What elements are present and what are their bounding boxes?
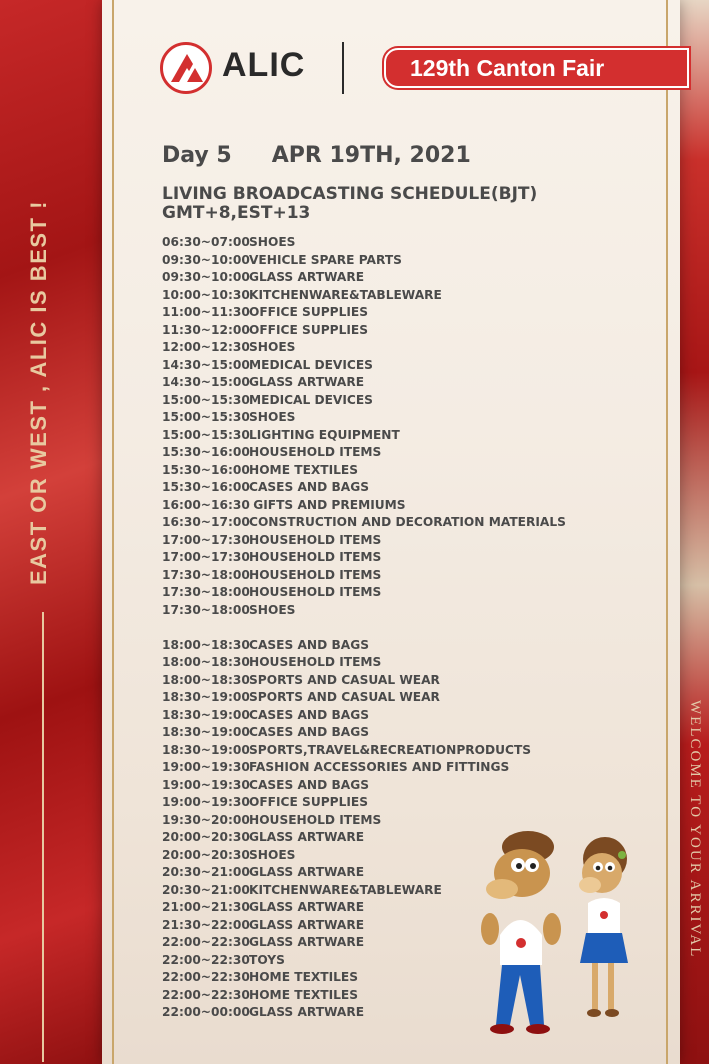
- schedule-item: MEDICAL DEVICES: [249, 357, 373, 372]
- schedule-time: 20:00~20:30: [162, 830, 250, 844]
- schedule-row: [162, 234, 566, 252]
- schedule-item: HOUSEHOLD ITEMS: [249, 550, 382, 564]
- schedule-row: [162, 269, 566, 287]
- schedule-title: [162, 185, 537, 223]
- schedule-time: 18:00~18:30: [162, 672, 250, 687]
- schedule-item: GLASS ARTWARE: [249, 917, 365, 932]
- schedule-item: HOUSEHOLD ITEMS: [249, 812, 382, 827]
- schedule-time: 19:00~19:30: [162, 760, 250, 774]
- schedule-item: VEHICLE SPARE PARTS: [249, 252, 402, 267]
- alic-logo-icon: [160, 42, 212, 94]
- schedule-item: SHOES: [249, 235, 296, 249]
- schedule-item: SPORTS AND CASUAL WEAR: [249, 672, 440, 687]
- schedule-time: 22:00~00:00: [162, 1005, 250, 1019]
- schedule-time: 12:00~12:30: [162, 340, 250, 354]
- schedule-item: TOYS: [249, 952, 285, 967]
- schedule-item: HOUSEHOLD ITEMS: [249, 532, 382, 547]
- schedule-time: 20:00~20:30: [162, 847, 250, 862]
- schedule-time: 09:30~10:00: [162, 252, 250, 267]
- schedule-row: [162, 549, 566, 567]
- camel-mascots-illustration: [470, 825, 650, 1050]
- schedule-item: SHOES: [249, 340, 296, 354]
- schedule-row: [162, 409, 566, 427]
- schedule-time: 17:00~17:30: [162, 550, 250, 564]
- schedule-row: [162, 654, 566, 672]
- day-label: Day 5: [162, 143, 232, 168]
- header-divider: [342, 42, 344, 94]
- schedule-item: HOUSEHOLD ITEMS: [249, 445, 382, 459]
- left-slogan: EAST OR WEST , ALIC IS BEST !: [26, 200, 51, 585]
- schedule-row: [162, 287, 566, 305]
- day-date: APR 19TH, 2021: [271, 143, 471, 168]
- schedule-row: [162, 497, 566, 515]
- schedule-item: CASES AND BAGS: [249, 725, 369, 739]
- schedule-item: HOUSEHOLD ITEMS: [249, 585, 382, 599]
- schedule-spacer: [162, 619, 566, 637]
- schedule-item: MEDICAL DEVICES: [249, 392, 373, 407]
- schedule-item: CASES AND BAGS: [249, 637, 369, 652]
- schedule-item: HOME TEXTILES: [249, 970, 359, 984]
- schedule-item: GLASS ARTWARE: [249, 270, 365, 284]
- schedule-item: SPORTS,TRAVEL&RECREATIONPRODUCTS: [249, 742, 532, 757]
- schedule-item: FASHION ACCESSORIES AND FITTINGS: [249, 760, 510, 774]
- right-slogan: WELCOME TO YOUR ARRIVAL: [687, 700, 703, 959]
- schedule-item: GIFTS AND PREMIUMS: [249, 497, 406, 512]
- schedule-row: [162, 759, 566, 777]
- schedule-time: 19:00~19:30: [162, 795, 250, 809]
- left-divider-line: [42, 612, 44, 1062]
- schedule-time: 18:00~18:30: [162, 655, 250, 669]
- schedule-time: 16:30~17:00: [162, 515, 250, 529]
- schedule-item: CASES AND BAGS: [249, 480, 369, 494]
- schedule-item: GLASS ARTWARE: [249, 900, 365, 914]
- schedule-item: HOME TEXTILES: [249, 462, 359, 477]
- schedule-time: 15:30~16:00: [162, 462, 250, 477]
- schedule-item: KITCHENWARE&TABLEWARE: [249, 287, 442, 302]
- schedule-time: 17:00~17:30: [162, 532, 250, 547]
- schedule-item: CASES AND BAGS: [249, 777, 369, 792]
- schedule-time: 18:30~19:00: [162, 725, 250, 739]
- schedule-time: 19:00~19:30: [162, 777, 250, 792]
- schedule-time: 18:00~18:30: [162, 637, 250, 652]
- schedule-time: 17:30~18:00: [162, 567, 250, 582]
- fair-title: 129th Canton Fair: [410, 55, 605, 81]
- schedule-time: 15:00~15:30: [162, 392, 250, 407]
- schedule-row: [162, 602, 566, 620]
- schedule-row: [162, 357, 566, 375]
- schedule-time: 22:00~22:30: [162, 952, 250, 967]
- schedule-time: 21:00~21:30: [162, 900, 250, 914]
- schedule-row: [162, 794, 566, 812]
- schedule-time: 11:00~11:30: [162, 305, 250, 319]
- schedule-row: [162, 392, 566, 410]
- schedule-row: [162, 339, 566, 357]
- schedule-row: [162, 304, 566, 322]
- schedule-item: HOME TEXTILES: [249, 987, 359, 1002]
- schedule-title-line1: LIVING BROADCASTING SCHEDULE(BJT): [162, 184, 538, 204]
- schedule-row: [162, 374, 566, 392]
- schedule-time: 22:00~22:30: [162, 935, 250, 949]
- schedule-item: GLASS ARTWARE: [249, 1005, 365, 1019]
- schedule-time: 19:30~20:00: [162, 812, 250, 827]
- schedule-item: SPORTS AND CASUAL WEAR: [249, 690, 440, 704]
- header: [160, 38, 690, 98]
- schedule-time: 09:30~10:00: [162, 270, 250, 284]
- schedule-row: [162, 584, 566, 602]
- schedule-row: [162, 444, 566, 462]
- schedule-item: KITCHENWARE&TABLEWARE: [249, 882, 442, 897]
- schedule-time: 17:30~18:00: [162, 602, 250, 617]
- schedule-time: 18:30~19:00: [162, 690, 250, 704]
- schedule-item: CASES AND BAGS: [249, 707, 369, 722]
- schedule-item: LIGHTING EQUIPMENT: [249, 427, 400, 442]
- schedule-row: [162, 462, 566, 480]
- schedule-row: [162, 724, 566, 742]
- schedule-item: SHOES: [249, 602, 296, 617]
- schedule-row: [162, 252, 566, 270]
- schedule-time: 15:30~16:00: [162, 480, 250, 494]
- schedule-time: 10:00~10:30: [162, 287, 250, 302]
- schedule-item: OFFICE SUPPLIES: [249, 795, 369, 809]
- schedule-time: 20:30~21:00: [162, 882, 250, 897]
- schedule-time: 15:00~15:30: [162, 427, 250, 442]
- schedule-time: 06:30~07:00: [162, 235, 250, 249]
- schedule-item: HOUSEHOLD ITEMS: [249, 655, 382, 669]
- schedule-row: [162, 707, 566, 725]
- schedule-item: GLASS ARTWARE: [249, 375, 365, 389]
- schedule-row: [162, 514, 566, 532]
- schedule-time: 21:30~22:00: [162, 917, 250, 932]
- schedule-row: [162, 322, 566, 340]
- schedule-item: HOUSEHOLD ITEMS: [249, 567, 382, 582]
- schedule-row: [162, 567, 566, 585]
- fair-banner: [384, 48, 689, 88]
- schedule-item: SHOES: [249, 847, 296, 862]
- schedule-time: 15:30~16:00: [162, 445, 250, 459]
- schedule-title-line2: GMT+8,EST+13: [162, 203, 311, 223]
- schedule-row: [162, 532, 566, 550]
- schedule-time: 22:00~22:30: [162, 987, 250, 1002]
- schedule-row: [162, 637, 566, 655]
- schedule-item: GLASS ARTWARE: [249, 830, 365, 844]
- schedule-time: 20:30~21:00: [162, 865, 250, 879]
- schedule-item: OFFICE SUPPLIES: [249, 322, 369, 337]
- schedule-time: 11:30~12:00: [162, 322, 250, 337]
- schedule-row: [162, 479, 566, 497]
- schedule-item: CONSTRUCTION AND DECORATION MATERIALS: [249, 515, 566, 529]
- schedule-row: [162, 742, 566, 760]
- schedule-time: 16:00~16:30: [162, 497, 250, 512]
- schedule-row: [162, 427, 566, 445]
- brand-name: ALIC: [222, 46, 306, 84]
- schedule-item: GLASS ARTWARE: [249, 935, 365, 949]
- schedule-time: 17:30~18:00: [162, 585, 250, 599]
- day-heading: [162, 143, 471, 168]
- schedule-time: 18:30~19:00: [162, 707, 250, 722]
- schedule-time: 22:00~22:30: [162, 970, 250, 984]
- schedule-time: 15:00~15:30: [162, 410, 250, 424]
- schedule-row: [162, 672, 566, 690]
- schedule-item: GLASS ARTWARE: [249, 865, 365, 879]
- schedule-time: 18:30~19:00: [162, 742, 250, 757]
- schedule-time: 14:30~15:00: [162, 375, 250, 389]
- schedule-item: OFFICE SUPPLIES: [249, 305, 369, 319]
- schedule-time: 14:30~15:00: [162, 357, 250, 372]
- schedule-row: [162, 689, 566, 707]
- schedule-item: SHOES: [249, 410, 296, 424]
- schedule-row: [162, 777, 566, 795]
